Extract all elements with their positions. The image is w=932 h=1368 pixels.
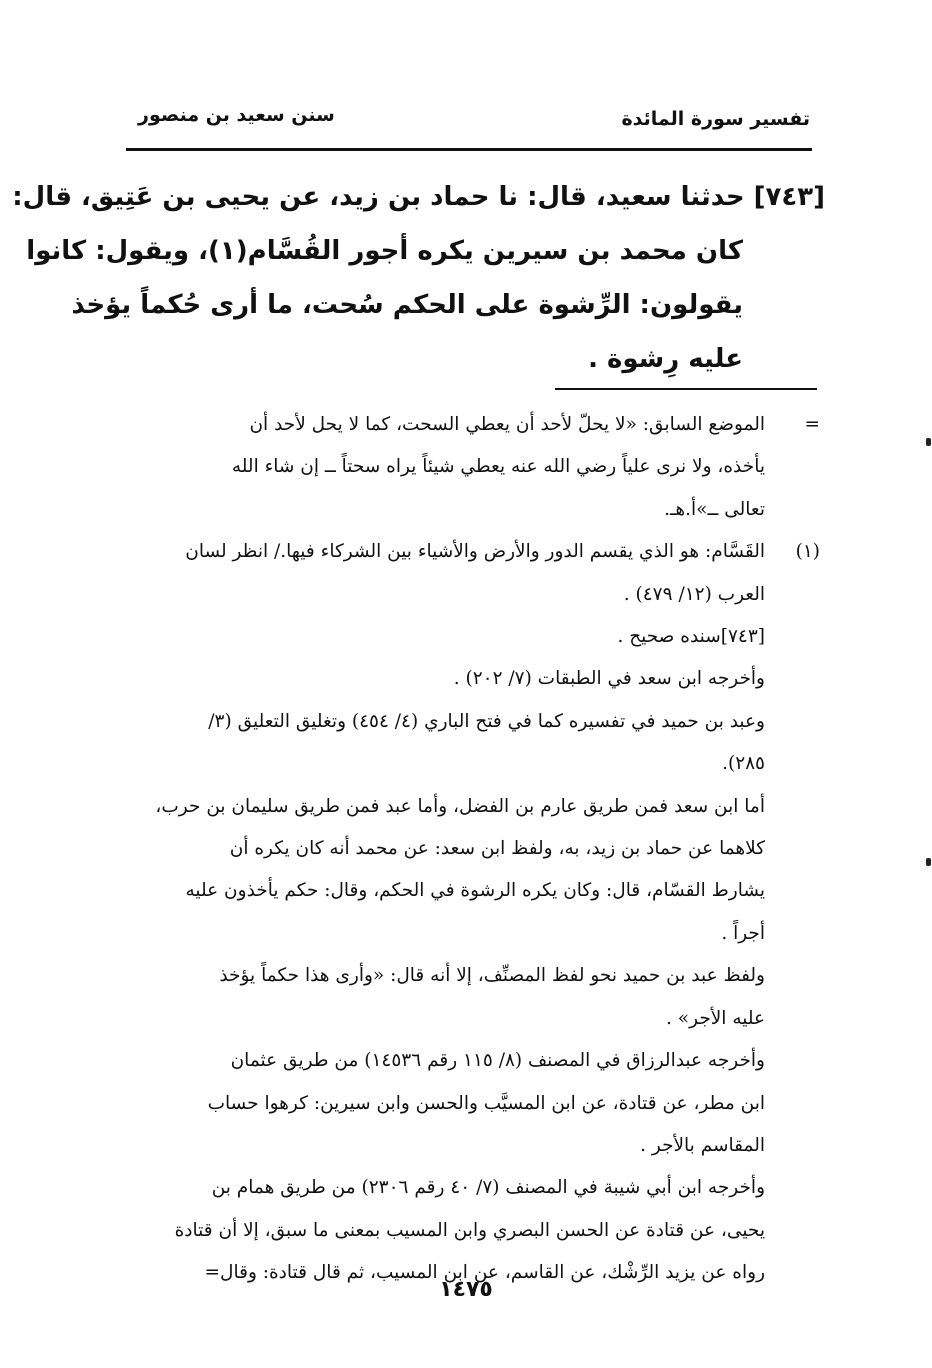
hadith-line: كان محمد بن سيرين يكره أجور القُسَّام(١)، ويقول: كانوا xyxy=(26,236,743,266)
running-header xyxy=(128,96,810,136)
footnote-text: تعالى ــ»أ.هـ. xyxy=(664,498,765,520)
hadith-text xyxy=(12,170,825,386)
footnote-text: وأخرجه ابن أبي شيبة في المصنف (٧/ ٤٠ رقم ٢٣٠٦) من طريق همام بن xyxy=(211,1177,765,1199)
footnote-line xyxy=(120,658,820,700)
footnotes xyxy=(120,404,820,1295)
hadith-line: [٧٤٣] حدثنا سعيد، قال: نا حماد بن زيد، عن يحيى بن عَتِيق، قال: xyxy=(12,182,825,212)
footnote-text: أما ابن سعد فمن طريق عارم بن الفضل، وأما عبد فمن طريق سليمان بن حرب، xyxy=(155,795,765,817)
footnote-line xyxy=(120,1125,820,1167)
header-book-title: سنن سعيد بن منصور xyxy=(138,104,335,126)
footnote-text: رواه عن يزيد الرِّشْك، عن القاسم، عن ابن المسيب، ثم قال قتادة: وقال= xyxy=(204,1262,765,1284)
footnote-text: أجراً . xyxy=(721,922,765,944)
hadith-line: يقولون: الرِّشوة على الحكم سُحت، ما أرى حُكماً يؤخذ xyxy=(71,290,743,320)
footnote-text: وعبد بن حميد في تفسيره كما في فتح الباري (٤/ ٤٥٤) وتغليق التعليق (٣/ xyxy=(208,710,765,732)
footnote-line xyxy=(120,616,820,658)
footnote-line xyxy=(120,786,820,828)
scan-mark xyxy=(926,438,931,446)
footnote-text: يأخذه، ولا نرى علياً رضي الله عنه يعطي شيئاً يراه سحتاً ــ إن شاء الله xyxy=(231,456,765,478)
footnote-line xyxy=(120,1040,820,1082)
footnote-marker: (١) xyxy=(795,541,820,563)
footnote-text: القَسَّام: هو الذي يقسم الدور والأرض والأشياء بين الشركاء فيها./ انظر لسان xyxy=(185,541,765,563)
footnote-text: كلاهما عن حماد بن زيد، به، ولفظ ابن سعد: عن محمد أنه كان يكره أن xyxy=(229,838,765,860)
footnote-line xyxy=(120,743,820,785)
footnote-marker: = xyxy=(804,414,820,435)
footnote-text: يشارط القسّام، قال: وكان يكره الرشوة في الحكم، وقال: حكم يأخذون عليه xyxy=(185,880,765,902)
footnote-line xyxy=(120,446,820,488)
footnote-line xyxy=(120,1083,820,1125)
footnote-separator xyxy=(555,388,817,390)
footnote-text: [٧٤٣]سنده صحيح . xyxy=(617,626,765,648)
footnote-line xyxy=(120,913,820,955)
footnote-line xyxy=(120,870,820,912)
footnote-text: وأخرجه ابن سعد في الطبقات (٧/ ٢٠٢) . xyxy=(453,668,765,690)
footnote-text: وأخرجه عبدالرزاق في المصنف (٨/ ١١٥ رقم ١٤٥٣٦) من طريق عثمان xyxy=(230,1050,765,1072)
footnote-text: يحيى، عن قتادة عن الحسن البصري وابن المسيب بمعنى ما سبق، إلا أن قتادة xyxy=(174,1219,765,1241)
header-surah-title: تفسير سورة المائدة xyxy=(621,108,810,130)
footnote-text: ابن مطر، عن قتادة، عن ابن المسيَّب والحسن وابن سيرين: كرهوا حساب xyxy=(207,1092,765,1114)
footnote-line xyxy=(120,404,820,446)
footnote-line xyxy=(120,1167,820,1209)
footnote-text: الموضع السابق: «لا يحلّ لأحد أن يعطي السحت، كما لا يحل لأحد أن xyxy=(249,414,765,435)
footnote-text: ٢٨٥). xyxy=(722,753,765,775)
footnote-line xyxy=(120,531,820,573)
footnote-line xyxy=(120,574,820,616)
header-rule xyxy=(126,148,812,151)
footnote-line xyxy=(120,1210,820,1252)
footnote-line xyxy=(120,998,820,1040)
footnote-line xyxy=(120,828,820,870)
footnote-text: عليه الأجر» . xyxy=(666,1007,765,1029)
hadith-line: عليه رِشوة . xyxy=(588,344,743,374)
footnote-line xyxy=(120,489,820,531)
footnote-text: العرب (١٢/ ٤٧٩) . xyxy=(623,583,765,605)
footnote-text: ولفظ عبد بن حميد نحو لفظ المصنِّف، إلا أنه قال: «وأرى هذا حكماً يؤخذ xyxy=(219,965,765,987)
footnote-line xyxy=(120,955,820,997)
page-number: ١٤٧٥ xyxy=(439,1277,493,1302)
footnote-text: المقاسم بالأجر . xyxy=(640,1134,765,1156)
scan-mark xyxy=(926,858,931,866)
footnote-line xyxy=(120,701,820,743)
